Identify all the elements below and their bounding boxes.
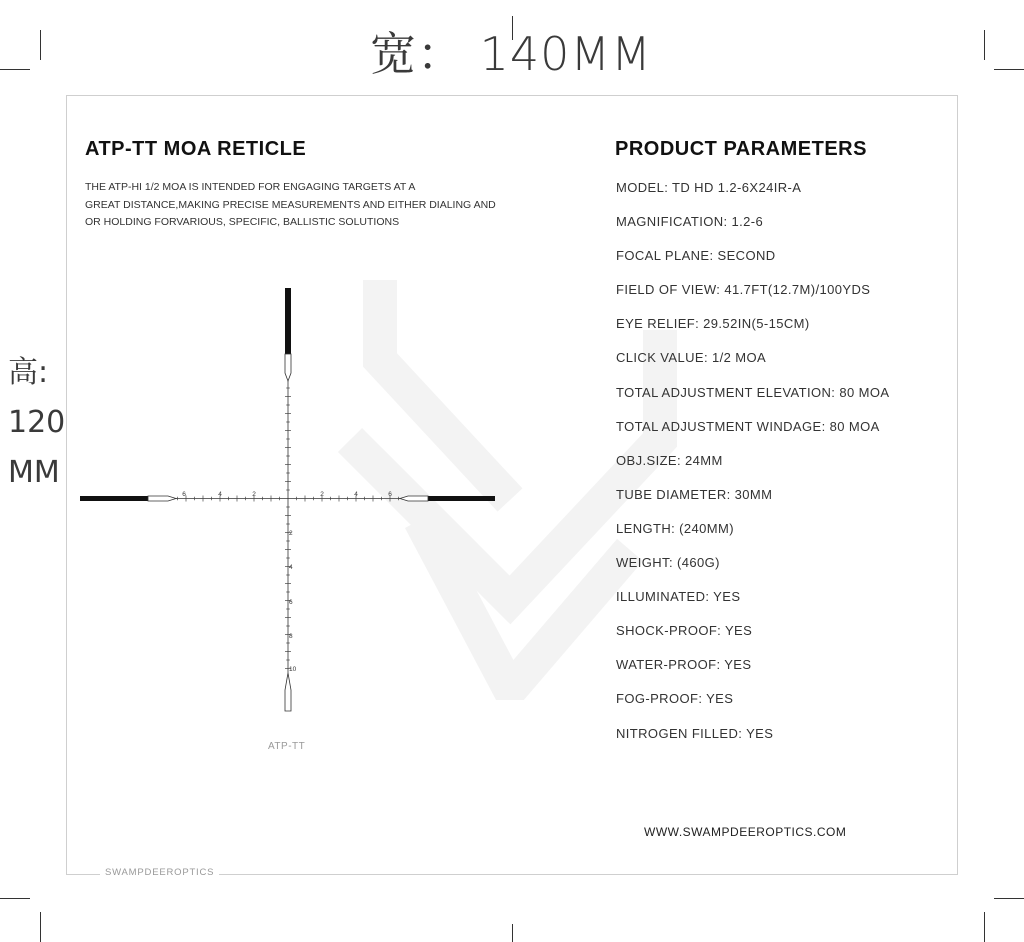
parameter-item: WATER-PROOF: YES <box>616 657 752 673</box>
parameter-item: TUBE DIAMETER: 30MM <box>616 486 773 502</box>
reticle-title: ATP-TT MOA RETICLE <box>85 138 307 160</box>
width-dimension-label: 宽： 140MM <box>370 27 652 81</box>
parameter-item: FOCAL PLANE: SECOND <box>616 248 776 264</box>
parameters-title: PRODUCT PARAMETERS <box>615 138 867 160</box>
description-line: GREAT DISTANCE,MAKING PRECISE MEASUREMENTS AND EITHER DIALING AND <box>85 198 496 211</box>
parameter-item: OBJ.SIZE: 24MM <box>616 452 723 468</box>
height-label-line: 120 <box>8 405 66 440</box>
reticle-diagram <box>78 285 498 715</box>
parameters-list <box>616 178 889 758</box>
reticle-description <box>85 179 505 232</box>
crop-mark-bottom-right-vertical <box>984 912 985 942</box>
parameter-item: EYE RELIEF: 29.52IN(5-15CM) <box>616 316 810 332</box>
reticle-label: 6 <box>388 491 392 498</box>
reticle-label: 2 <box>289 530 293 537</box>
top-thick-post <box>285 288 291 354</box>
parameter-item: LENGTH: (240MM) <box>616 520 734 536</box>
description-line: THE ATP-HI 1/2 MOA IS INTENDED FOR ENGAGING TARGETS AT A <box>85 181 416 193</box>
reticle-caption: ATP-TT <box>268 741 306 752</box>
reticle-label: 2 <box>252 491 256 498</box>
top-arrow <box>285 354 291 381</box>
parameter-item: SHOCK-PROOF: YES <box>616 623 753 639</box>
reticle-label: 10 <box>289 666 297 673</box>
reticle-label: 4 <box>289 564 293 571</box>
crop-mark-top-right-vertical <box>984 30 985 60</box>
parameter-item: FOG-PROOF: YES <box>616 691 734 707</box>
right-thick-post <box>428 496 495 501</box>
crop-mark-bottom-left-vertical <box>40 912 41 942</box>
reticle-label: 6 <box>182 491 186 498</box>
left-arrow <box>148 496 176 501</box>
height-label-line: 高: <box>8 355 49 390</box>
parameter-item: WEIGHT: (460G) <box>616 555 720 571</box>
crop-mark-top-left-vertical <box>40 30 41 60</box>
crop-mark-bottom-left-horizontal <box>0 898 30 899</box>
bottom-arrow <box>285 673 291 711</box>
reticle-label: 8 <box>289 633 293 640</box>
parameter-item: MODEL: TD HD 1.2-6X24IR-A <box>616 180 802 195</box>
crop-mark-bottom-center <box>512 924 513 942</box>
reticle-label: 2 <box>320 491 324 498</box>
website-link[interactable]: WWW.SWAMPDEEROPTICS.COM <box>644 825 847 839</box>
crop-mark-top-left-horizontal <box>0 69 30 70</box>
height-label-line: MM <box>8 455 60 490</box>
parameter-item: NITROGEN FILLED: YES <box>616 725 774 741</box>
left-thick-post <box>80 496 148 501</box>
description-line: OR HOLDING FORVARIOUS, SPECIFIC, BALLISTIC SOLUTIONS <box>85 216 400 228</box>
parameter-item: TOTAL ADJUSTMENT WINDAGE: 80 MOA <box>616 418 880 434</box>
crop-mark-top-right-horizontal <box>994 69 1024 70</box>
height-dimension-label <box>8 348 65 498</box>
reticle-labels <box>182 491 392 673</box>
parameter-item: TOTAL ADJUSTMENT ELEVATION: 80 MOA <box>616 384 890 400</box>
parameter-item: FIELD OF VIEW: 41.7FT(12.7M)/100YDS <box>616 282 871 298</box>
parameter-item: CLICK VALUE: 1/2 MOA <box>616 350 767 366</box>
crop-mark-bottom-right-horizontal <box>994 898 1024 899</box>
reticle-label: 6 <box>289 599 293 606</box>
parameter-item: ILLUMINATED: YES <box>616 589 741 605</box>
reticle-label: 4 <box>354 491 358 498</box>
right-arrow <box>400 496 428 501</box>
reticle-label: 4 <box>218 491 222 498</box>
brand-name: SWAMPDEEROPTICS <box>100 867 219 878</box>
parameter-item: MAGNIFICATION: 1.2-6 <box>616 214 764 230</box>
